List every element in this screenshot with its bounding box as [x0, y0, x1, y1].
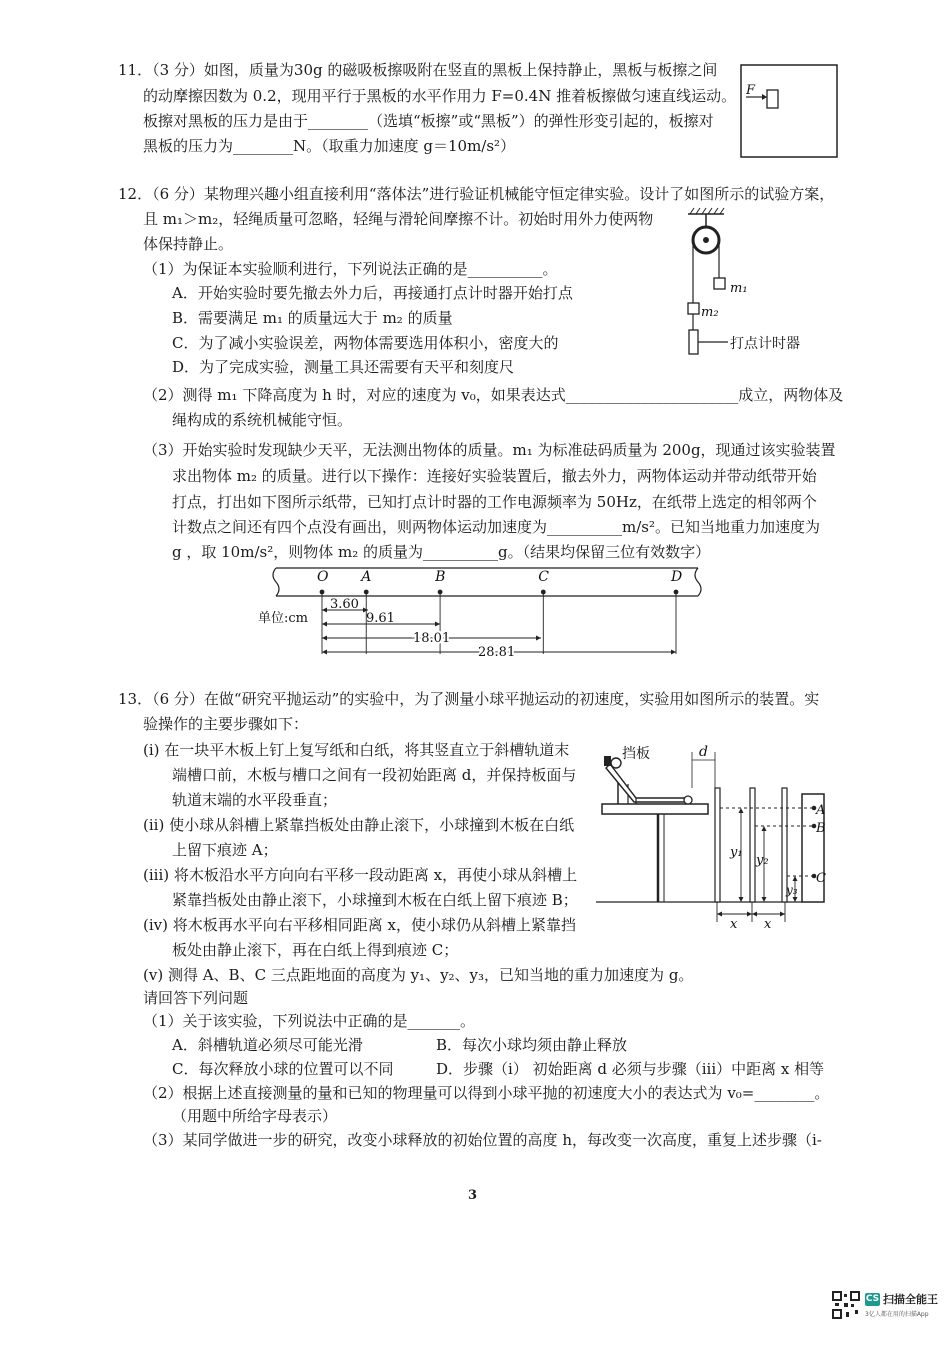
x-label-1: x: [730, 917, 738, 932]
mark-c-label: C: [816, 871, 826, 886]
q13-step-1a: (i) 在一块平木板上钉上复写纸和白纸，将其竖直立于斜槽轨道末: [143, 741, 570, 759]
q13-q3: （3）某同学做进一步的研究，改变小球释放的初始位置的高度 h，每改变一次高度，重复上述步骤（i-: [143, 1131, 822, 1149]
camscanner-watermark: [832, 1291, 944, 1339]
q13-apparatus-figure: [596, 742, 846, 934]
q13-step-3a: (iii) 将木板沿水平方向向右平移一段动距离 x，再使小球从斜槽上: [143, 866, 578, 884]
q11-line-2: 的动摩擦因数为 0.2，现用平行于黑板的水平作用力 F=0.4N 推着板擦做匀速直线运动。: [143, 87, 737, 105]
q12-option-c: C．为了减小实验误差，两物体需要选用体积小，密度大的: [172, 334, 559, 352]
page-number: 3: [468, 1188, 478, 1203]
q13-prompt: 请回答下列问题: [143, 989, 249, 1007]
tape-label-d: D: [671, 569, 683, 585]
q12-line-3: 体保持静止。: [143, 235, 234, 253]
dist-ob: 9.61: [366, 611, 395, 626]
q12-option-d: D．为了完成实验，测量工具还需要有天平和刻度尺: [172, 358, 515, 376]
q13-step-3b: 紧靠挡板处由静止滚下，小球撞到木板在白纸上留下痕迹 B；: [172, 891, 578, 909]
q13-step-5: (v) 测得 A、B、C 三点距地面的高度为 y₁、y₂、y₃，已知当地的重力加速度为 g。: [143, 966, 694, 984]
q13-step-4a: (iv) 将木板再水平向右平移相同距离 x，使小球仍从斜槽上紧靠挡: [143, 916, 576, 934]
q13-line-2: 验操作的主要步骤如下：: [143, 715, 309, 733]
q13-option-a: A．斜槽轨道必须尽可能光滑: [172, 1036, 363, 1054]
m1-block: [714, 278, 725, 289]
board-2: [750, 788, 755, 902]
m2-label: m₂: [701, 305, 719, 320]
mark-a-label: A: [816, 803, 826, 818]
m2-block: [688, 303, 699, 314]
q13-q2-note: （用题中所给字母表示）: [172, 1107, 338, 1125]
dist-oa: 3.60: [330, 597, 359, 612]
q11-force-label: F: [746, 83, 756, 98]
q13-q2: （2）根据上述直接测量的量和已知的物理量可以得到小球平抛的初速度大小的表达式为 v₀=________。: [143, 1084, 830, 1102]
q12-option-a: A．开始实验时要先撤去外力后，再接通打点计时器开始打点: [172, 284, 573, 302]
q12-line-15: g ，取 10m/s²，则物体 m₂ 的质量为__________g。（结果均保留三位有效数字）: [172, 543, 711, 561]
q12-line-12: 求出物体 m₂ 的质量。进行以下操作：连接好实验装置后，撤去外力，两物体运动并带动纸带开始: [172, 467, 817, 485]
q13-step-2a: (ii) 使小球从斜槽上紧靠挡板处由静止滚下，小球撞到木板在白纸: [143, 816, 575, 834]
tape-unit-label: 单位:cm: [258, 611, 308, 626]
board-1: [715, 788, 720, 902]
camscanner-logo-icon: CS: [865, 1294, 880, 1304]
q12-line-10: 绳构成的系统机械能守恒。: [172, 411, 353, 429]
q12-line-11: （3）开始实验时发现缺少天平，无法测出物体的质量。m₁ 为标准砝码质量为 200g，现通过该实验装置: [143, 441, 836, 459]
x-label-2: x: [764, 917, 772, 932]
q11-line-3: 板擦对黑板的压力是由于________（选填“板擦”或“黑板”）的弹性形变引起的，板擦对: [143, 112, 714, 130]
q12-line-4: （1）为保证本实验顺利进行，下列说法正确的是__________。: [143, 260, 558, 278]
baffle-label: 挡板: [622, 746, 650, 762]
camscanner-name: 扫描全能王: [883, 1293, 938, 1306]
y2-label: y₂: [756, 853, 769, 868]
timer-label: 打点计时器: [730, 336, 800, 352]
tape-label-c: C: [538, 569, 550, 585]
q13-step-1b: 端槽口前，木板与槽口之间有一段初始距离 d，并保持板面与: [172, 766, 577, 784]
q12-line-1: 12．（6 分）某物理兴趣小组直接利用“落体法”进行验证机械能守恒定律实验。设计了如图所示的试验方案，: [118, 185, 835, 203]
ball-on-ramp: [611, 758, 621, 768]
q12-option-b: B．需要满足 m₁ 的质量远大于 m₂ 的质量: [172, 309, 453, 327]
q12-line-13: 打点，打出如下图所示纸带，已知打点计时器的工作电源频率为 50Hz，在纸带上选定的相邻两个: [172, 493, 817, 511]
eraser-block: [767, 90, 778, 108]
camscanner-slogan: 3亿人都在用的扫描App: [865, 1311, 929, 1318]
q11-line-4: 黑板的压力为________N。（取重力加速度 g＝10m/s²）: [143, 137, 516, 155]
q13-option-c: C．每次释放小球的位置可以不同: [172, 1060, 394, 1078]
mark-b-label: B: [816, 821, 826, 836]
dist-od: 28.81: [478, 645, 516, 660]
y1-label: y₁: [730, 845, 743, 860]
q12-line-14: 计数点之间还有四个点没有画出，则两物体运动加速度为__________m/s²。已知当地重力加速度为: [172, 518, 820, 536]
tape-label-b: B: [435, 569, 446, 585]
tape-label-o: O: [317, 569, 329, 585]
q13-step-4b: 板处由静止滚下，再在白纸上得到痕迹 C；: [172, 941, 459, 959]
q13-option-b: B．每次小球均须由静止释放: [436, 1036, 628, 1054]
q11-line-1: 11．（3 分）如图，质量为30g 的磁吸板擦吸附在竖直的黑板上保持静止，黑板与板擦之间: [118, 61, 718, 79]
q13-step-2b: 上留下痕迹 A；: [172, 841, 278, 859]
q12-pulley-figure: [680, 208, 810, 368]
q11-figure: [740, 64, 840, 160]
q12-tape-figure: [250, 562, 710, 662]
baffle: [604, 756, 611, 766]
d-label: d: [699, 744, 708, 760]
q12-line-2: 且 m₁＞m₂，轻绳质量可忽略，轻绳与滑轮间摩擦不计。初始时用外力使两物: [143, 210, 654, 228]
y3-label: y₃: [786, 883, 798, 897]
q12-line-9: （2）测得 m₁ 下降高度为 h 时，对应的速度为 v₀，如果表达式_______________________成立，两物体及: [143, 386, 844, 404]
q13-q1: （1）关于该实验，下列说法中正确的是_______。: [143, 1012, 476, 1030]
q13-step-1c: 轨道末端的水平段垂直；: [172, 791, 338, 809]
dist-oc: 18.01: [413, 631, 451, 646]
q13-option-d: D．步骤（i） 初始距离 d 必须与步骤（iii）中距离 x 相等: [436, 1060, 825, 1078]
q13-line-1: 13．（6 分）在做“研究平抛运动”的实验中，为了测量小球平抛运动的初速度，实验用如图所示的装置。实: [118, 690, 820, 708]
qr-code-icon: [832, 1291, 860, 1319]
tape-label-a: A: [361, 569, 372, 585]
m1-label: m₁: [730, 281, 748, 296]
timer-box: [689, 330, 698, 354]
